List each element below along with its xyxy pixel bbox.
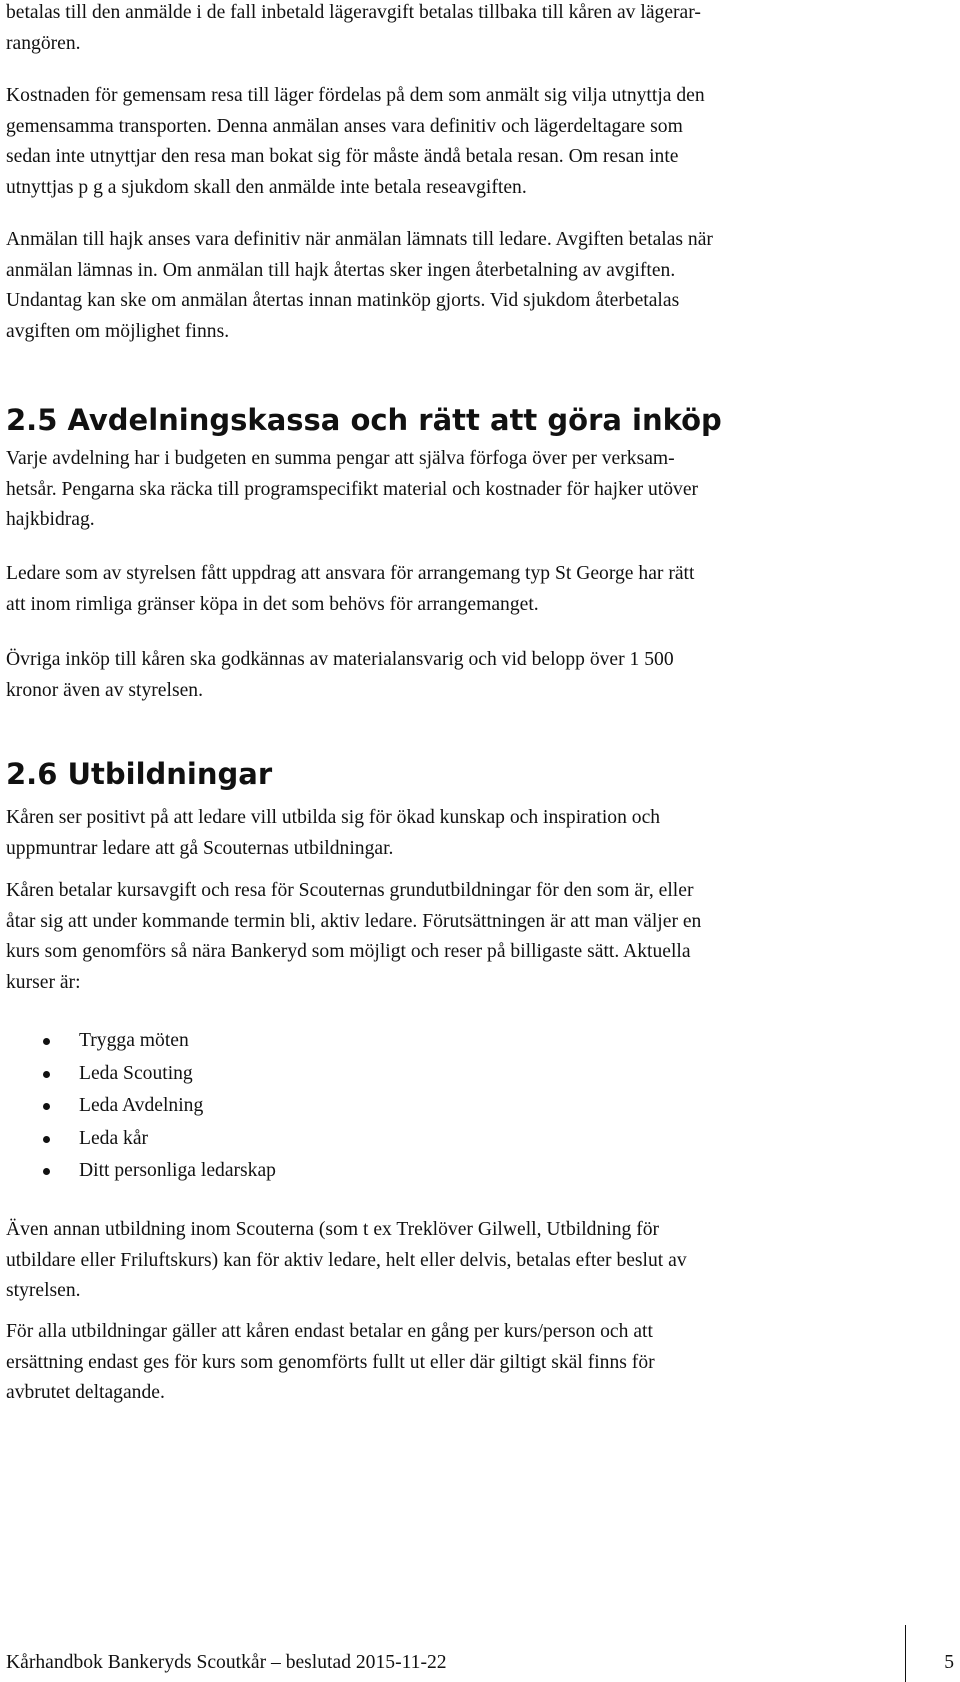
text-line: Undantag kan ske om anmälan återtas innan matinköp gjorts. Vid sjukdom återbetalas — [6, 290, 680, 311]
bullet-icon — [43, 1168, 50, 1175]
text-line: gemensamma transporten. Denna anmälan anses vara definitiv och lägerdeltagare som — [6, 115, 683, 137]
text-line: styrelsen. — [6, 1280, 81, 1301]
course-name: Leda Avdelning — [79, 1095, 204, 1116]
list-item — [6, 1090, 276, 1123]
course-name: Ditt personliga ledarskap — [79, 1160, 276, 1181]
bullet-icon — [43, 1136, 50, 1143]
text-line: För alla utbildningar gäller att kåren endast betalar en gång per kurs/person och att — [6, 1321, 653, 1342]
section-heading-2-6: 2.6 Utbildningar — [6, 757, 273, 791]
text-line: Övriga inköp till kåren ska godkännas av materialansvarig och vid belopp över 1 500 — [6, 649, 674, 670]
text-line: rangören. — [6, 32, 81, 54]
list-item — [6, 1058, 276, 1091]
text-line: utbildare eller Friluftskurs) kan för aktiv ledare, helt eller delvis, betalas efter beslut av — [6, 1249, 687, 1271]
section-heading-2-5: 2.5 Avdelningskassa och rätt att göra inköp — [6, 403, 722, 437]
text-line: kurs som genomförs så nära Bankeryd som möjligt och reser på billigaste sätt. Aktuella — [6, 941, 691, 962]
course-list — [6, 1025, 276, 1188]
text-line: Anmälan till hajk anses vara definitiv när anmälan lämnats till ledare. Avgiften betalas när — [6, 229, 713, 250]
paragraph-arrangement-purchases — [6, 559, 954, 620]
text-line: åtar sig att under kommande termin bli, aktiv ledare. Förutsättningen är att man väljer en — [6, 910, 702, 932]
paragraph-shared-travel — [6, 81, 954, 203]
text-line: Kostnaden för gemensam resa till läger fördelas på dem som anmält sig vilja utnyttja den — [6, 85, 705, 106]
course-name: Trygga möten — [79, 1030, 189, 1051]
course-name: Leda kår — [79, 1127, 149, 1149]
bullet-icon — [43, 1038, 50, 1045]
text-line: Även annan utbildning inom Scouterna (som t ex Treklöver Gilwell, Utbildning för — [6, 1219, 660, 1240]
text-line: Varje avdelning har i budgeten en summa pengar att själva förfoga över per verksam- — [6, 448, 675, 469]
text-line: anmälan lämnas in. Om anmälan till hajk återtas sker ingen återbetalning av avgiften. — [6, 259, 676, 281]
paragraph-other-training — [6, 1215, 954, 1307]
paragraph-hike-registration — [6, 225, 954, 347]
paragraph-section-budget — [6, 444, 954, 536]
list-item — [6, 1123, 276, 1156]
page-number: 5 — [944, 1652, 954, 1673]
page-footer: Kårhandbok Bankeryds Scoutkår – beslutad 2015-11-22 — [6, 1652, 447, 1673]
text-line: avbrutet deltagande. — [6, 1382, 165, 1403]
text-line: att inom rimliga gränser köpa in det som behövs för arrangemanget. — [6, 593, 539, 615]
text-line: ersättning endast ges för kurs som genomförts fullt ut eller där giltigt skäl finns för — [6, 1351, 655, 1373]
text-line: Kåren ser positivt på att ledare vill utbilda sig för ökad kunskap och inspiration och — [6, 807, 661, 828]
list-item — [6, 1155, 276, 1188]
text-line: kurser är: — [6, 971, 81, 993]
paragraph-camp-fee-refund — [6, 0, 954, 59]
text-line: Kåren betalar kursavgift och resa för Scouternas grundutbildningar för den som är, eller — [6, 880, 694, 901]
paragraph-other-purchases — [6, 645, 954, 706]
text-line: Ledare som av styrelsen fått uppdrag att ansvara för arrangemang typ St George har rätt — [6, 563, 695, 584]
bullet-icon — [43, 1071, 50, 1078]
text-line: utnyttjas p g a sjukdom skall den anmälde inte betala reseavgiften. — [6, 176, 527, 198]
paragraph-course-fees — [6, 876, 954, 998]
paragraph-training-intro — [6, 803, 954, 864]
course-name: Leda Scouting — [79, 1062, 193, 1084]
text-line: hajkbidrag. — [6, 509, 95, 530]
paragraph-payment-terms — [6, 1317, 954, 1409]
list-item — [6, 1025, 276, 1058]
text-line: sedan inte utnyttjar den resa man bokat sig för måste ändå betala resan. Om resan inte — [6, 146, 679, 167]
bullet-icon — [43, 1103, 50, 1110]
text-line: hetsår. Pengarna ska räcka till programspecifikt material och kostnader för hajker utöver — [6, 478, 699, 500]
text-line: avgiften om möjlighet finns. — [6, 320, 230, 342]
text-line: kronor även av styrelsen. — [6, 679, 203, 701]
text-line: uppmuntrar ledare att gå Scouternas utbildningar. — [6, 837, 394, 859]
text-line: betalas till den anmälde i de fall inbetald lägeravgift betalas tillbaka till kåren av lägerar- — [6, 2, 701, 23]
